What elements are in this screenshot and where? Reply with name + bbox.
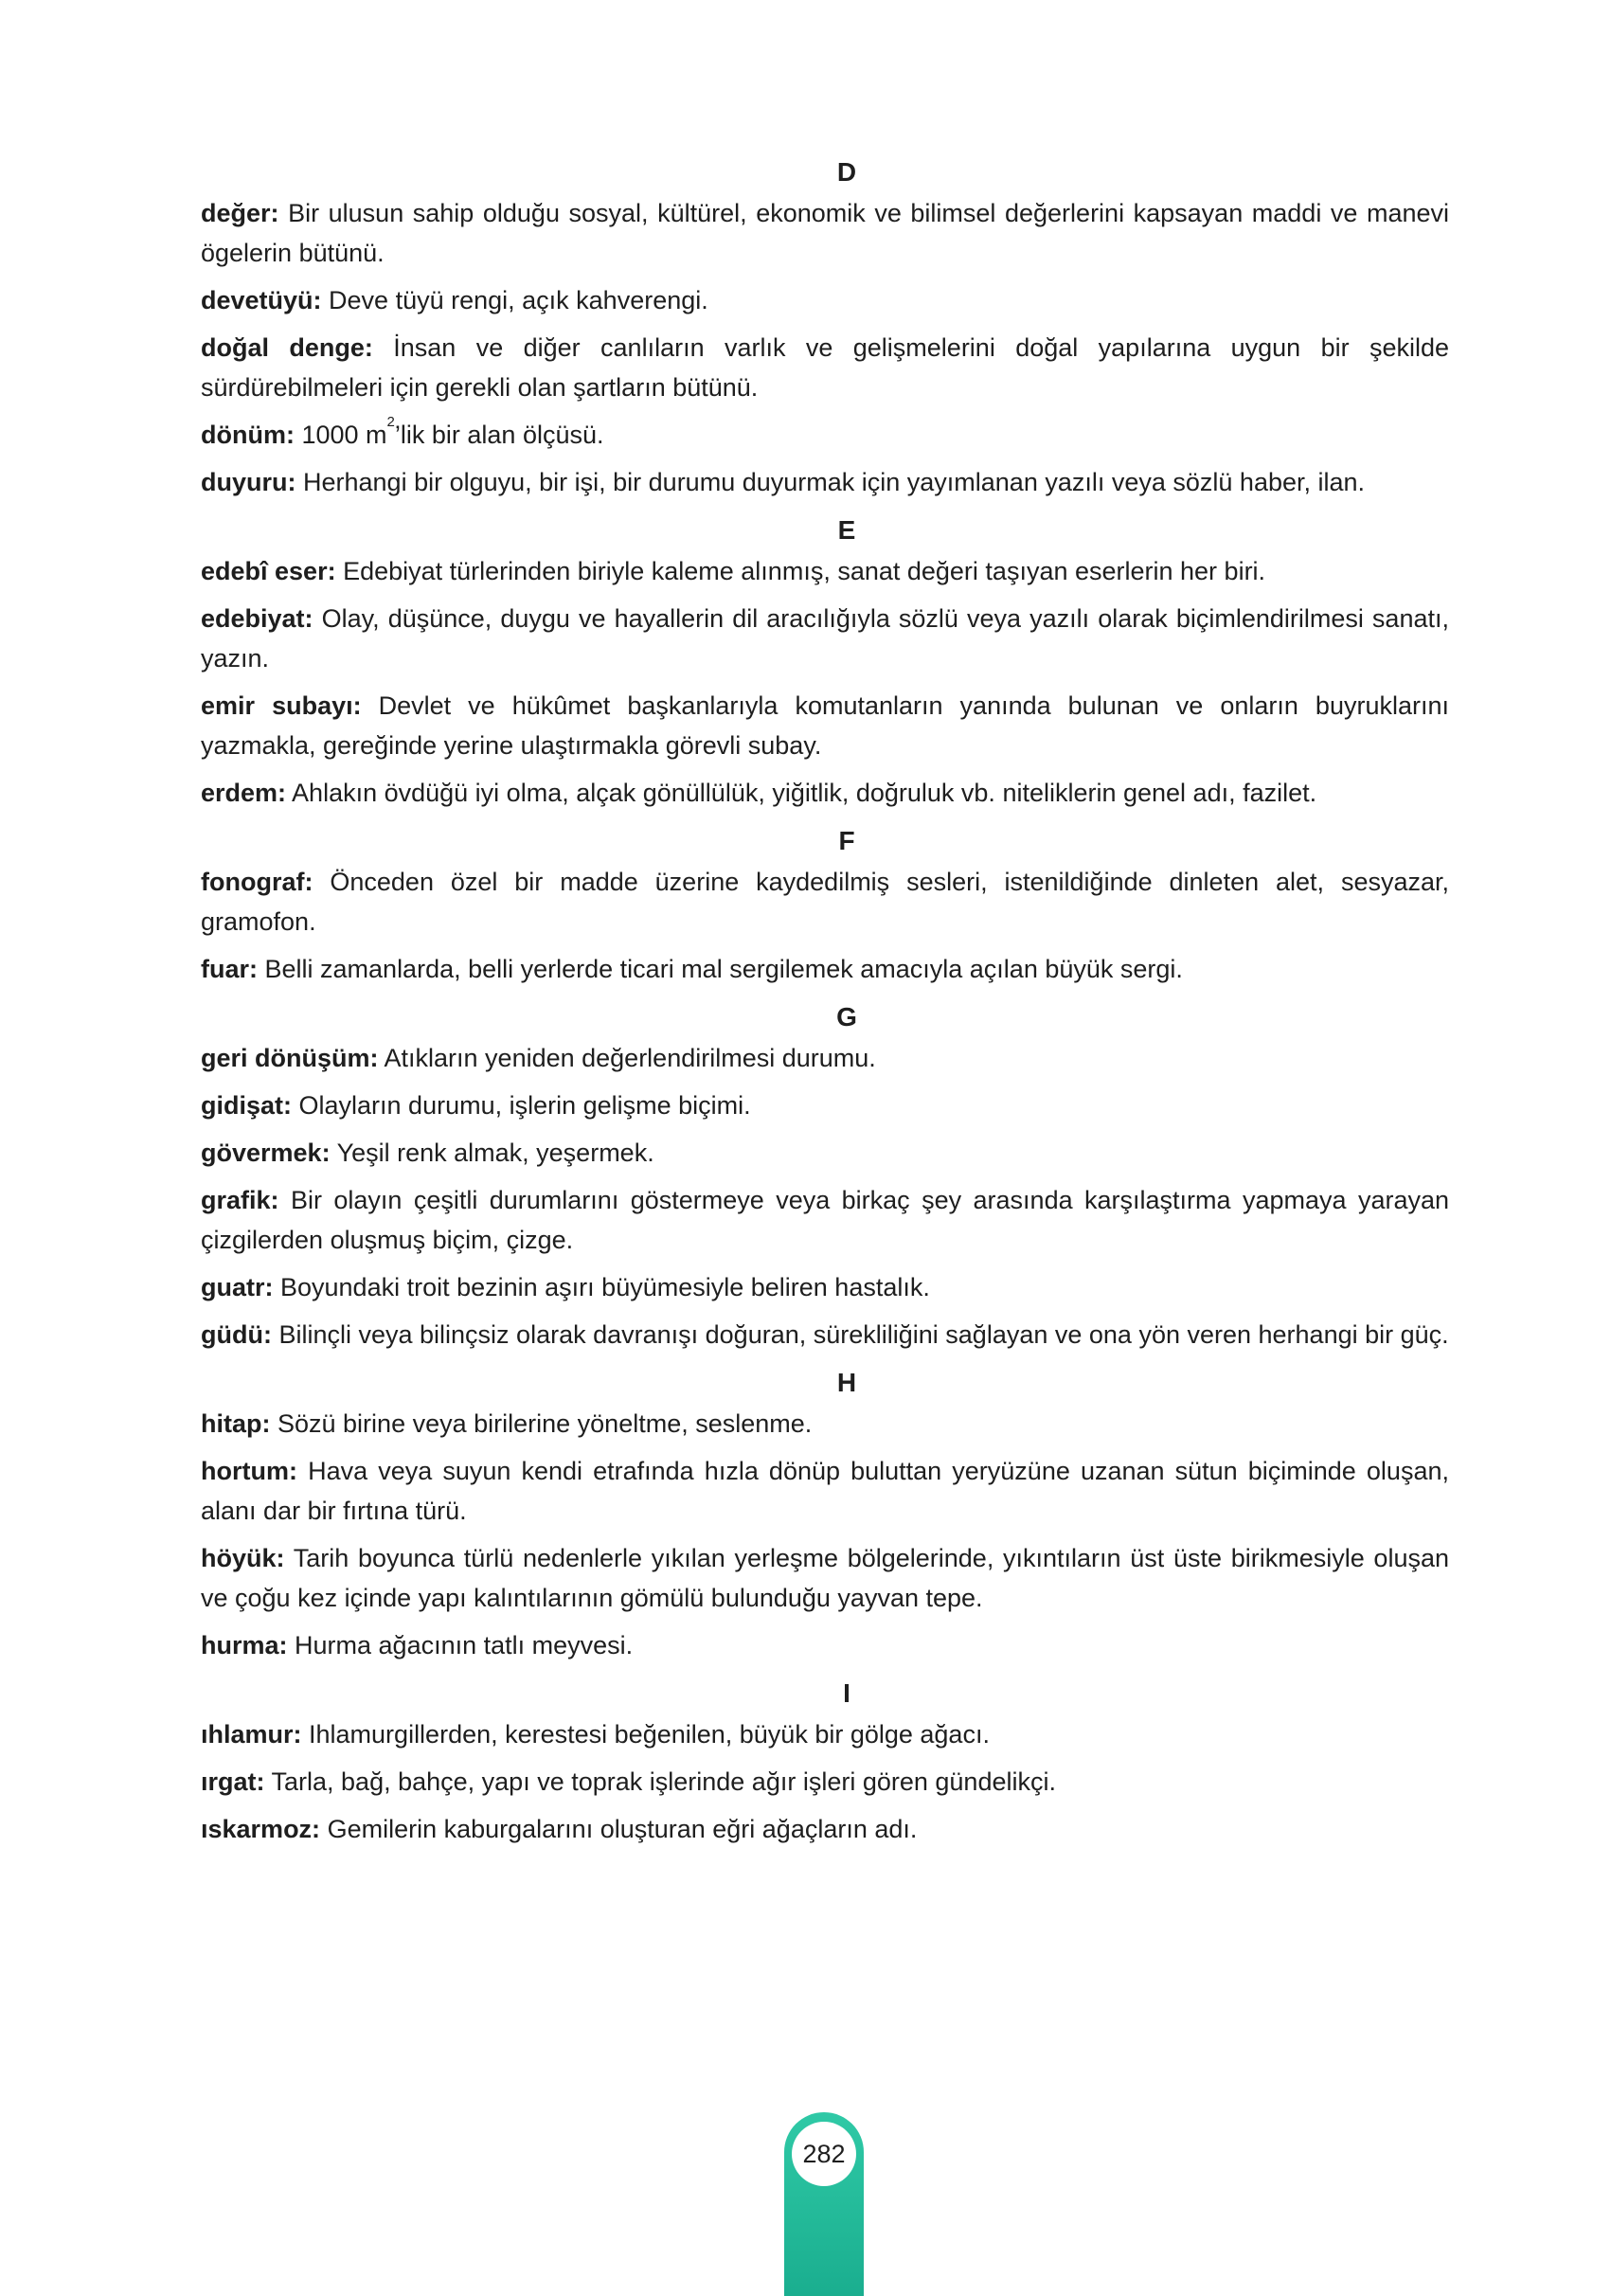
entry-term: höyük: (201, 1544, 285, 1572)
entry-term: duyuru: (201, 468, 296, 496)
entry-definition: Gemilerin kaburgalarını oluşturan eğri ağaçların adı. (320, 1815, 918, 1843)
definition-text: ’lik bir alan ölçüsü. (394, 421, 604, 449)
glossary-entry-gidisat (201, 1085, 1449, 1125)
entry-definition: Ihlamurgillerden, kerestesi beğenilen, büyük bir gölge ağacı. (301, 1720, 990, 1749)
entry-definition: Hurma ağacının tatlı meyvesi. (287, 1631, 634, 1659)
entry-term: ıhlamur: (201, 1720, 302, 1749)
entry-term: guatr: (201, 1273, 274, 1301)
entry-term: fonograf: (201, 868, 313, 896)
entry-term: edebiyat: (201, 604, 313, 633)
superscript-exponent: 2 (386, 414, 395, 430)
entry-definition: Tarih boyunca türlü nedenlerle yıkılan yerleşme bölgelerinde, yıkıntıların üst üste birikmesiyle oluşan ve çoğu kez içinde yapı kalıntılarının gömülü bulunduğu yayvan tepe. (201, 1544, 1449, 1612)
letter-heading-f: F (838, 826, 855, 855)
glossary-entry-grafik (201, 1180, 1449, 1260)
letter-heading-h: H (836, 1368, 857, 1397)
entry-definition: Bilinçli veya bilinçsiz olarak davranışı doğuran, sürekliliğini sağlayan ve ona yön veren herhangi bir güç. (271, 1320, 1449, 1349)
entry-definition: Yeşil renk almak, yeşermek. (330, 1139, 654, 1167)
glossary-entry-devetuyu (201, 280, 1449, 320)
glossary-entry-guatr (201, 1267, 1449, 1307)
entry-term: hortum: (201, 1457, 297, 1485)
entry-term: ıskarmoz: (201, 1815, 321, 1843)
entry-definition: Önceden özel bir madde üzerine kaydedilmiş sesleri, istenildiğinde dinleten alet, sesyazar, gramofon. (201, 868, 1449, 936)
entry-definition: İnsan ve diğer canlıların varlık ve gelişmelerini doğal yapılarına uygun bir şekilde sürdürebilmeleri için gerekli olan şartların bütünü. (201, 333, 1449, 402)
glossary-entry-dogal-denge (201, 328, 1449, 407)
entry-term: geri dönüşüm: (201, 1044, 379, 1072)
entry-definition: Hava veya suyun kendi etrafında hızla dönüp buluttan yeryüzüne uzanan sütun biçiminde oluşan, alanı dar bir fırtına türü. (201, 1457, 1449, 1525)
glossary (201, 152, 1449, 1857)
glossary-entry-ihlamur (201, 1714, 1449, 1754)
entry-definition: Sözü birine veya birilerine yöneltme, seslenme. (270, 1409, 813, 1438)
entry-definition: Olayların durumu, işlerin gelişme biçimi. (292, 1091, 751, 1120)
entry-definition: Devlet ve hükûmet başkanlarıyla komutanların yanında bulunan ve onların buyruklarını yazmakla, gereğinde yerine ulaştırmakla görevli subay. (201, 691, 1449, 760)
glossary-entry-govermek (201, 1133, 1449, 1173)
entry-definition: Herhangi bir olguyu, bir işi, bir durumu duyurmak için yayımlanan yazılı veya sözlü haber, ilan. (295, 468, 1366, 496)
entry-definition: Boyundaki troit bezinin aşırı büyümesiyle beliren hastalık. (273, 1273, 930, 1301)
entry-term: edebî eser: (201, 557, 336, 585)
entry-definition: Deve tüyü rengi, açık kahverengi. (321, 286, 708, 314)
entry-definition (294, 414, 604, 449)
entry-term: doğal denge: (201, 333, 373, 362)
entry-term: emir subayı: (201, 691, 362, 720)
glossary-entry-iskarmoz (201, 1809, 1449, 1849)
glossary-entry-emir-subayi (201, 686, 1449, 765)
glossary-entry-fuar (201, 949, 1449, 989)
letter-heading-i: I (843, 1678, 850, 1708)
glossary-entry-duyuru (201, 462, 1449, 502)
glossary-entry-geri-donusum (201, 1038, 1449, 1078)
glossary-entry-deger (201, 193, 1449, 273)
entry-term: ırgat: (201, 1767, 265, 1796)
page-number-tab (784, 2112, 864, 2296)
glossary-entry-hurma (201, 1625, 1449, 1665)
glossary-entry-gudu (201, 1315, 1449, 1354)
entry-definition: Belli zamanlarda, belli yerlerde ticari mal sergilemek amacıyla açılan büyük sergi. (258, 955, 1183, 983)
entry-term: fuar: (201, 955, 258, 983)
glossary-entry-fonograf (201, 862, 1449, 942)
entry-term: gidişat: (201, 1091, 293, 1120)
entry-term: gövermek: (201, 1139, 331, 1167)
entry-term: devetüyü: (201, 286, 322, 314)
entry-definition: Edebiyat türlerinden biriyle kaleme alınmış, sanat değeri taşıyan eserlerin her biri. (335, 557, 1266, 585)
glossary-entry-hitap (201, 1404, 1449, 1444)
entry-term: erdem: (201, 779, 287, 807)
glossary-entry-irgat (201, 1762, 1449, 1802)
entry-term: hurma: (201, 1631, 288, 1659)
entry-definition: Atıkların yeniden değerlendirilmesi durumu. (378, 1044, 876, 1072)
entry-term: güdü: (201, 1320, 272, 1349)
entry-definition: Bir ulusun sahip olduğu sosyal, kültürel, ekonomik ve bilimsel değerlerini kapsayan maddi ve manevi ögelerin bütünü. (201, 199, 1449, 267)
glossary-entry-hoyuk (201, 1538, 1449, 1618)
entry-term: hitap: (201, 1409, 271, 1438)
letter-heading-d: D (836, 157, 857, 187)
glossary-entry-edebiyat (201, 599, 1449, 678)
letter-heading-g: G (836, 1002, 857, 1031)
glossary-entry-edebi-eser (201, 551, 1449, 591)
entry-term: grafik: (201, 1186, 279, 1214)
page-number: 282 (792, 2122, 856, 2186)
glossary-entry-erdem (201, 773, 1449, 813)
entry-definition: Olay, düşünce, duygu ve hayallerin dil aracılığıyla sözlü veya yazılı olarak biçimlendirilmesi sanatı, yazın. (201, 604, 1449, 673)
entry-definition: Tarla, bağ, bahçe, yapı ve toprak işlerinde ağır işleri gören gündelikçi. (264, 1767, 1056, 1796)
entry-definition: Bir olayın çeşitli durumlarını göstermeye veya birkaç şey arasında karşılaştırma yapmaya yarayan çizgilerden oluşmuş biçim, çizge. (201, 1186, 1449, 1254)
entry-term: değer: (201, 199, 279, 227)
letter-heading-e: E (837, 515, 856, 545)
glossary-entry-donum (201, 415, 1449, 455)
entry-term: dönüm: (201, 421, 295, 449)
entry-definition: Ahlakın övdüğü iyi olma, alçak gönüllülük, yiğitlik, doğruluk vb. niteliklerin genel adı, fazilet. (286, 779, 1317, 807)
definition-text: 1000 m (294, 421, 387, 449)
glossary-entry-hortum (201, 1451, 1449, 1531)
